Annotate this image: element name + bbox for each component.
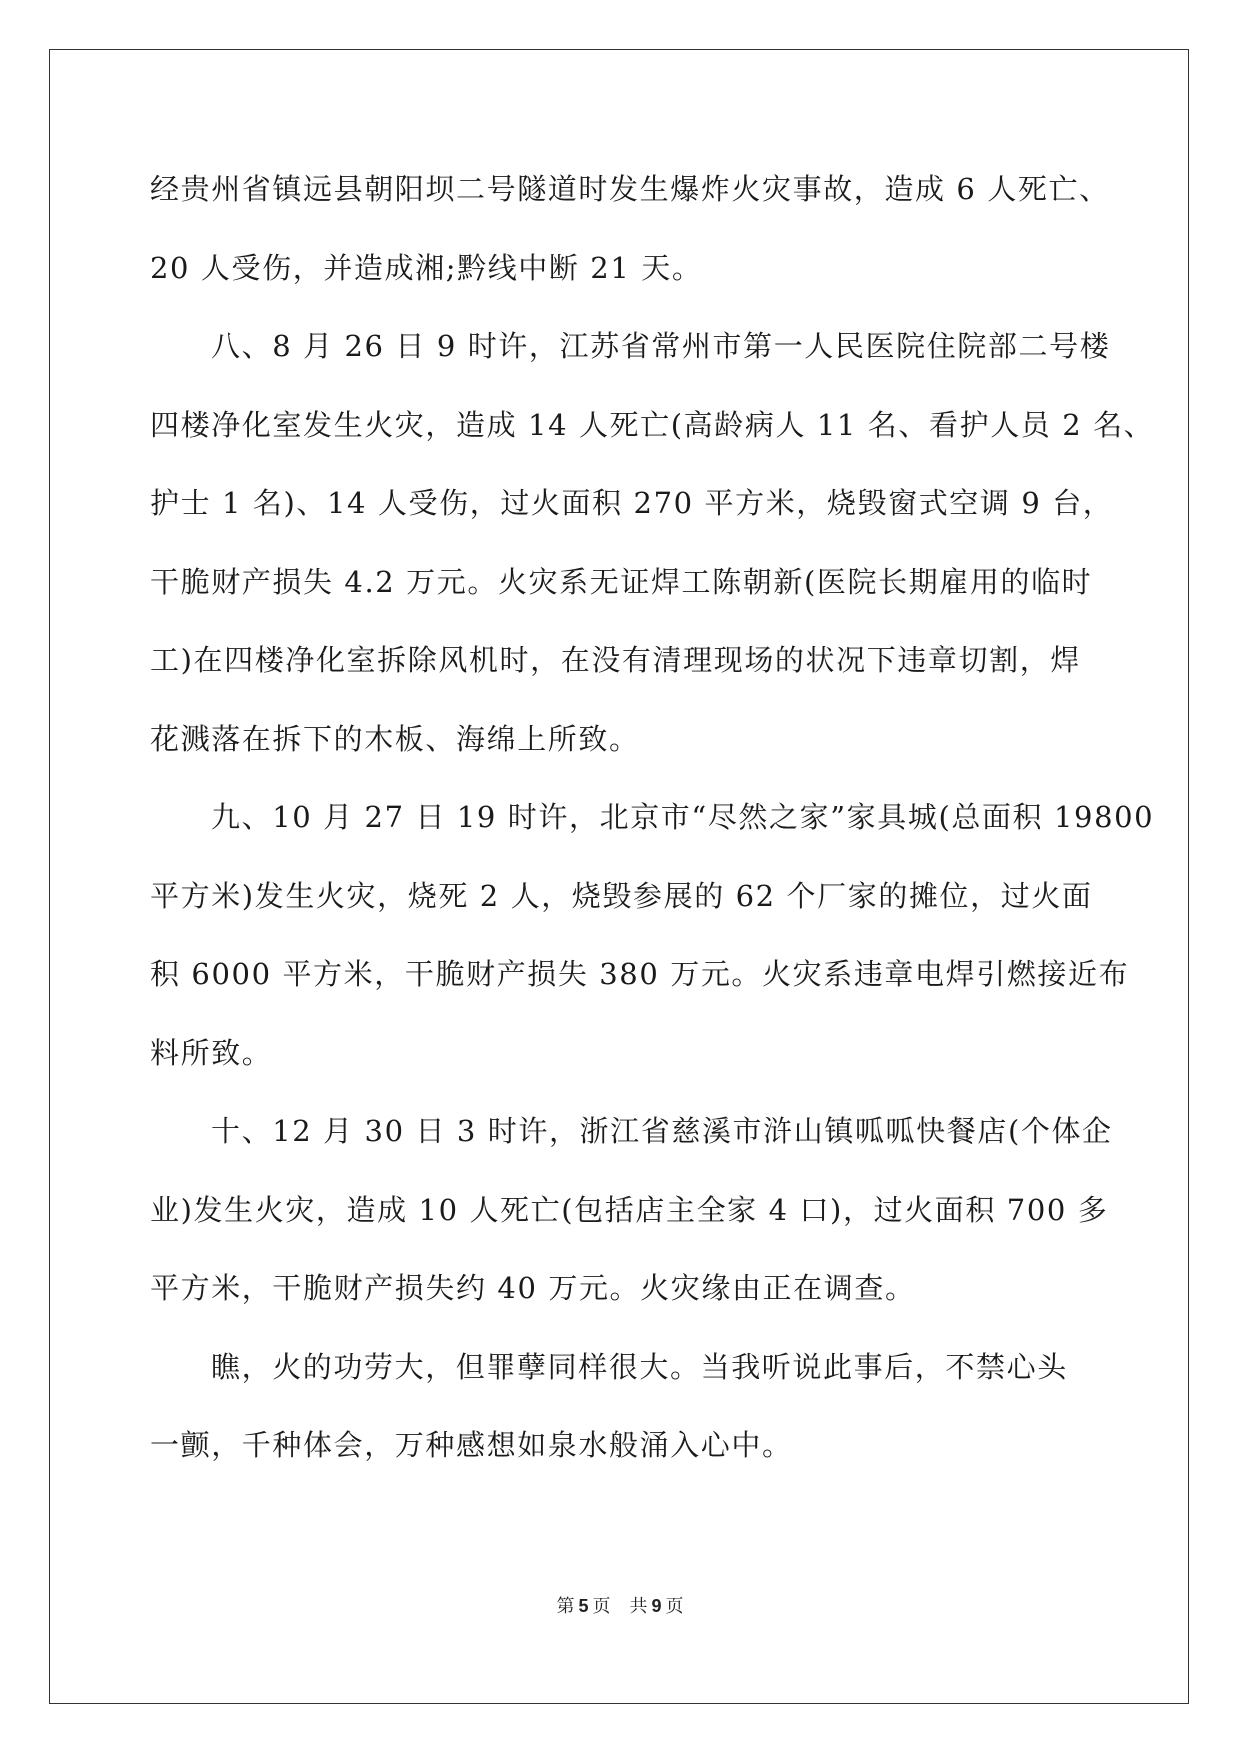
text-line: 护士 1 名)、14 人受伤，过火面积 270 平方米，烧毁窗式空调 9 台，	[150, 486, 1114, 520]
document-body	[150, 150, 1155, 1485]
text-line: 八、8 月 26 日 9 时许，江苏省常州市第一人民医院住院部二号楼	[211, 329, 1111, 363]
text-line: 花溅落在拆下的木板、海绵上所致。	[150, 721, 640, 756]
paragraph-4	[150, 1092, 1113, 1328]
text-line: 平方米)发生火灾，烧死 2 人，烧毁参展的 62 个厂家的摊位，过火面	[150, 878, 1093, 913]
footer-prefix: 第	[556, 1596, 576, 1617]
text-line: 干脆财产损失 4.2 万元。火灾系无证焊工陈朝新(医院长期雇用的临时	[150, 564, 1093, 599]
paragraph-5	[150, 1328, 1095, 1485]
total-page-number: 9	[651, 1596, 663, 1616]
footer-total-prefix: 共	[629, 1596, 649, 1617]
text-line: 业)发生火灾，造成 10 人死亡(包括店主全家 4 口)，过火面积 700 多	[150, 1192, 1109, 1227]
paragraph-2	[150, 307, 1155, 778]
text-line: 20 人受伤，并造成湘;黔线中断 21 天。	[150, 250, 703, 285]
text-line: 一颤，千种体会，万种感想如泉水般涌入心中。	[150, 1428, 793, 1462]
footer-page-suffix: 页	[592, 1596, 612, 1617]
footer-total-suffix: 页	[665, 1596, 685, 1617]
current-page-number: 5	[578, 1596, 590, 1616]
text-line: 九、10 月 27 日 19 时许，北京市“尽然之家”家具城(总面积 19800	[211, 800, 1155, 834]
text-line: 工)在四楼净化室拆除风机时，在没有清理现场的状况下违章切割，焊	[150, 643, 1081, 677]
text-line: 瞧，火的功劳大，但罪孽同样很大。当我听说此事后，不禁心头	[211, 1349, 1068, 1384]
page-footer	[0, 1592, 1241, 1618]
paragraph-1	[150, 150, 1110, 307]
text-line: 料所致。	[150, 1035, 273, 1070]
text-line: 经贵州省镇远县朝阳坝二号隧道时发生爆炸火灾事故，造成 6 人死亡、	[150, 172, 1110, 206]
text-line: 平方米，干脆财产损失约 40 万元。火灾缘由正在调查。	[150, 1271, 916, 1305]
text-line: 积 6000 平方米，干脆财产损失 380 万元。火灾系违章电焊引燃接近布	[150, 957, 1130, 991]
paragraph-3	[150, 778, 1155, 1092]
text-line: 十、12 月 30 日 3 时许，浙江省慈溪市浒山镇呱呱快餐店(个体企	[211, 1114, 1113, 1148]
text-line: 四楼净化室发生火灾，造成 14 人死亡(高龄病人 11 名、看护人员 2 名、	[150, 407, 1155, 442]
